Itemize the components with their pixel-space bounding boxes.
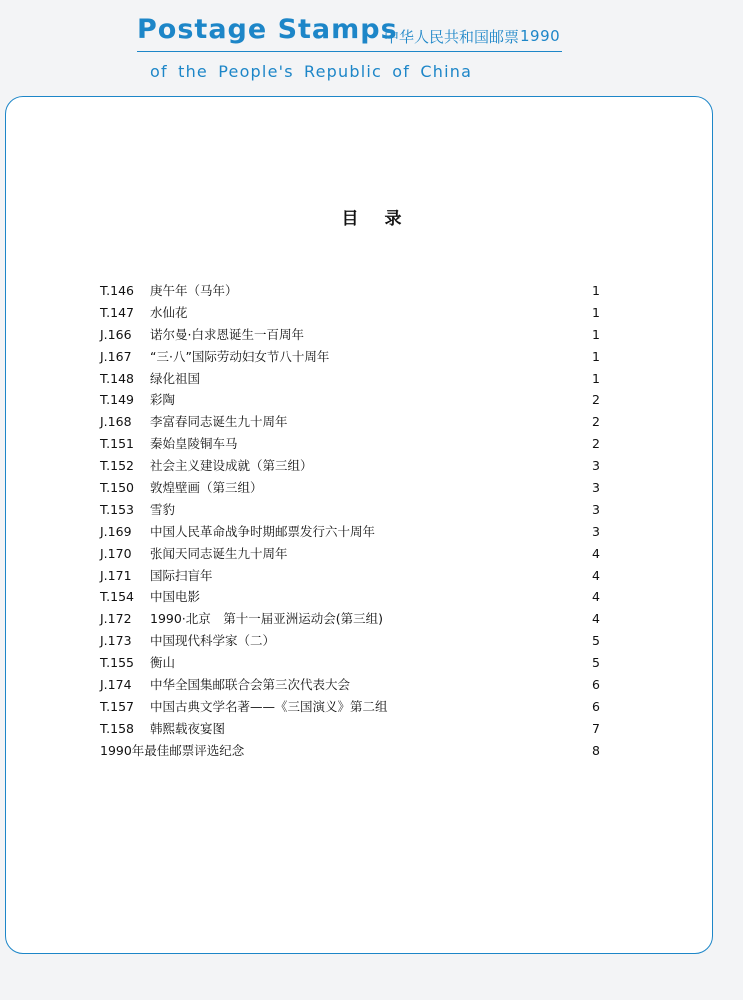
stamp-code: T.157 xyxy=(100,698,134,714)
stamp-code: J.174 xyxy=(100,677,132,693)
title-main: Postage Stamps xyxy=(137,14,398,45)
page-number: 2 xyxy=(592,436,600,452)
entry-title: 中国现代科学家（二） xyxy=(150,633,276,649)
toc-entry[interactable] xyxy=(0,654,743,676)
page-number: 2 xyxy=(592,414,600,430)
toc-entry[interactable] xyxy=(0,435,743,457)
toc-entry[interactable] xyxy=(0,413,743,435)
entry-title: 水仙花 xyxy=(150,304,188,320)
entry-title: 国际扫盲年 xyxy=(150,567,213,583)
toc-entry[interactable] xyxy=(0,632,743,654)
entry-title: 中华全国集邮联合会第三次代表大会 xyxy=(150,677,351,693)
toc-entry[interactable] xyxy=(0,479,743,501)
page-number: 6 xyxy=(592,698,600,714)
stamp-code: J.171 xyxy=(100,567,132,583)
toc-entry[interactable] xyxy=(0,501,743,523)
entry-title: 敦煌壁画（第三组） xyxy=(150,480,263,496)
header-divider xyxy=(137,51,562,52)
entry-title: 社会主义建设成就（第三组） xyxy=(150,458,313,474)
stamp-code: T.147 xyxy=(100,304,134,320)
stamp-code: J.168 xyxy=(100,414,132,430)
stamp-code: J.172 xyxy=(100,611,132,627)
entry-title: 秦始皇陵铜车马 xyxy=(150,436,238,452)
toc-entry[interactable] xyxy=(0,391,743,413)
entry-title: 1990·北京 第十一届亚洲运动会(第三组) xyxy=(150,611,384,627)
page-number: 2 xyxy=(592,392,600,408)
page-number: 3 xyxy=(592,523,600,539)
page-number: 4 xyxy=(592,545,600,561)
stamp-code: J.173 xyxy=(100,633,132,649)
stamp-code: J.166 xyxy=(100,326,132,342)
entry-title: 雪豹 xyxy=(150,501,176,517)
toc-entry[interactable] xyxy=(0,348,743,370)
toc-entry[interactable] xyxy=(0,698,743,720)
stamp-code: T.155 xyxy=(100,655,134,671)
toc-entry[interactable] xyxy=(0,304,743,326)
stamp-code: T.153 xyxy=(100,501,134,517)
title-subtitle: of the People's Republic of China xyxy=(150,62,473,81)
stamp-code: T.146 xyxy=(100,283,134,298)
page-number: 5 xyxy=(592,655,600,671)
toc-entry[interactable] xyxy=(0,567,743,589)
stamp-code: T.149 xyxy=(100,392,134,408)
entry-title: 衡山 xyxy=(150,655,176,671)
entry-title: 中国古典文学名著——《三国演义》第二组 xyxy=(150,698,388,714)
entry-title: “三·八”国际劳动妇女节八十周年 xyxy=(150,348,330,364)
page-number: 4 xyxy=(592,567,600,583)
page-number: 3 xyxy=(592,458,600,474)
page-number: 1 xyxy=(592,283,600,298)
title-chinese: 中华人民共和国邮票 xyxy=(384,28,520,46)
page-number: 3 xyxy=(592,480,600,496)
page-number: 3 xyxy=(592,501,600,517)
page-header xyxy=(0,0,743,95)
stamp-code: T.148 xyxy=(100,370,134,386)
title-year: 1990 xyxy=(520,27,561,45)
toc-entry[interactable] xyxy=(0,610,743,632)
toc-entry[interactable] xyxy=(0,370,743,392)
page-number: 4 xyxy=(592,611,600,627)
entry-title: 中国电影 xyxy=(150,589,201,605)
stamp-code: T.158 xyxy=(100,720,134,736)
stamp-code: J.170 xyxy=(100,545,132,561)
entry-title: 韩熙载夜宴图 xyxy=(150,720,226,736)
entry-title: 绿化祖国 xyxy=(150,370,201,386)
toc-entry[interactable] xyxy=(0,588,743,610)
page-number: 1 xyxy=(592,370,600,386)
entry-title: 庚午年（马年） xyxy=(150,283,238,298)
stamp-code: T.151 xyxy=(100,436,134,452)
toc-entry[interactable] xyxy=(0,326,743,348)
stamp-code: J.167 xyxy=(100,348,132,364)
page-number: 1 xyxy=(592,304,600,320)
toc-entry[interactable] xyxy=(0,720,743,742)
page-number: 7 xyxy=(592,720,600,736)
stamp-code: T.154 xyxy=(100,589,134,605)
toc-entry[interactable] xyxy=(0,457,743,479)
entry-title: 李富春同志诞生九十周年 xyxy=(150,414,288,430)
entry-title: 诺尔曼·白求恩诞生一百周年 xyxy=(150,326,304,342)
entry-title: 1990年最佳邮票评选纪念 xyxy=(100,742,245,758)
page-number: 1 xyxy=(592,348,600,364)
toc-entry[interactable] xyxy=(0,545,743,567)
page-number: 8 xyxy=(592,742,600,758)
toc-entry[interactable] xyxy=(0,282,743,304)
entry-title: 中国人民革命战争时期邮票发行六十周年 xyxy=(150,523,376,539)
stamp-code: J.169 xyxy=(100,523,132,539)
entry-title: 彩陶 xyxy=(150,392,176,408)
stamp-code: T.152 xyxy=(100,458,134,474)
page-number: 5 xyxy=(592,633,600,649)
page-number: 1 xyxy=(592,326,600,342)
toc-entry-final[interactable] xyxy=(0,742,743,764)
page-number: 4 xyxy=(592,589,600,605)
toc-entry[interactable] xyxy=(0,676,743,698)
table-of-contents xyxy=(0,282,743,764)
stamp-code: T.150 xyxy=(100,480,134,496)
entry-title: 张闻天同志诞生九十周年 xyxy=(150,545,288,561)
toc-heading: 目录 xyxy=(341,209,428,229)
toc-entry[interactable] xyxy=(0,523,743,545)
page-number: 6 xyxy=(592,677,600,693)
